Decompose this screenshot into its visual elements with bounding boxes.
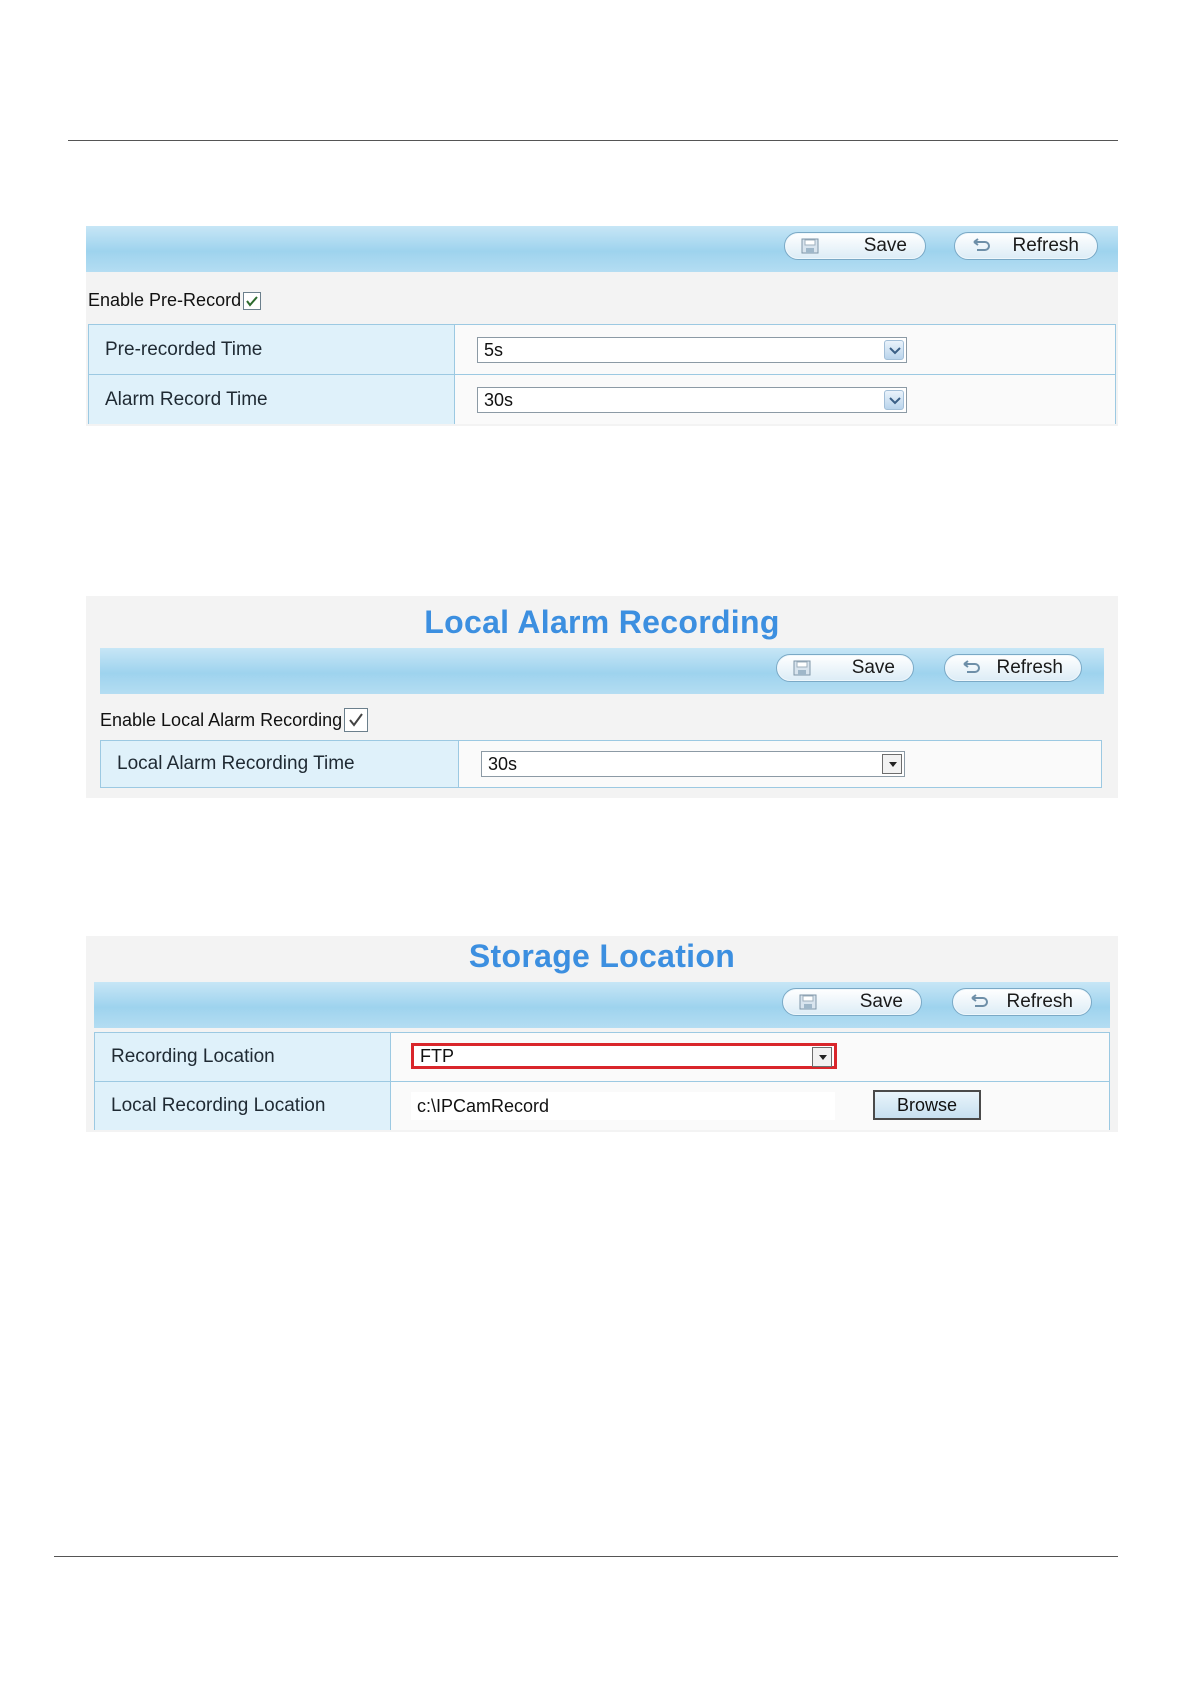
refresh-button[interactable] (944, 654, 1082, 682)
table-cell (391, 1082, 1109, 1130)
refresh-label: Refresh (1012, 235, 1079, 256)
enable-local-alarm-checkbox[interactable] (344, 708, 368, 732)
browse-button[interactable]: Browse (873, 1090, 981, 1120)
table-row (101, 741, 1101, 787)
enable-pre-record-label: Enable Pre-Record (88, 290, 242, 310)
table-cell (455, 325, 1115, 374)
refresh-button[interactable] (954, 232, 1098, 260)
chevron-down-icon[interactable] (882, 754, 902, 774)
alarm-record-time-select[interactable] (477, 387, 907, 413)
pre-record-toolbar (86, 226, 1118, 272)
local-recording-location-label: Local Recording Location (95, 1082, 391, 1130)
pre-recorded-time-label: Pre-recorded Time (89, 325, 455, 374)
table-cell (391, 1033, 1109, 1081)
save-button[interactable] (784, 232, 926, 260)
refresh-button[interactable] (952, 988, 1092, 1016)
storage-location-panel (86, 936, 1118, 1132)
local-recording-location-field[interactable] (411, 1092, 835, 1120)
table-row (95, 1033, 1109, 1081)
local-alarm-recording-time-select[interactable] (481, 751, 905, 777)
recording-location-value: FTP (420, 1045, 454, 1066)
local-recording-location-value: c:\IPCamRecord (417, 1095, 550, 1116)
recording-location-label: Recording Location (95, 1033, 391, 1081)
enable-pre-record-row (88, 290, 261, 311)
refresh-label: Refresh (1006, 991, 1073, 1012)
storage-toolbar (94, 982, 1110, 1028)
save-button[interactable] (776, 654, 914, 682)
local-alarm-settings-table (100, 740, 1102, 788)
table-row (95, 1081, 1109, 1130)
pre-record-settings-table (88, 324, 1116, 424)
local-alarm-recording-time-label: Local Alarm Recording Time (101, 741, 459, 787)
refresh-label: Refresh (996, 657, 1063, 678)
page-title: Storage Location (468, 938, 736, 974)
pre-recorded-time-select[interactable] (477, 337, 907, 363)
pre-recorded-time-value: 5s (484, 339, 504, 360)
local-alarm-toolbar (100, 648, 1104, 694)
storage-settings-table (94, 1032, 1110, 1130)
chevron-down-icon[interactable] (884, 390, 904, 410)
page-title: Local Alarm Recording (424, 604, 780, 640)
enable-local-alarm-label: Enable Local Alarm Recording (100, 709, 343, 730)
pre-record-panel (86, 226, 1118, 426)
save-label: Save (863, 235, 907, 256)
footer-divider (54, 1556, 1118, 1557)
checkmark-icon (346, 710, 366, 730)
save-label: Save (859, 991, 903, 1012)
alarm-record-time-label: Alarm Record Time (89, 375, 455, 424)
checkmark-icon (245, 294, 259, 308)
table-row (89, 325, 1115, 374)
enable-local-alarm-row (100, 708, 368, 732)
enable-pre-record-checkbox[interactable] (243, 292, 261, 310)
recording-location-select[interactable] (411, 1043, 837, 1069)
alarm-record-time-value: 30s (484, 389, 514, 410)
chevron-down-icon[interactable] (884, 340, 904, 360)
local-alarm-panel (86, 596, 1118, 798)
save-button[interactable] (782, 988, 922, 1016)
header-divider (68, 140, 1118, 141)
save-label: Save (851, 657, 895, 678)
table-cell (459, 741, 1101, 787)
local-alarm-recording-time-value: 30s (488, 753, 518, 774)
table-row (89, 374, 1115, 424)
table-cell (455, 375, 1115, 424)
chevron-down-icon[interactable] (812, 1047, 832, 1067)
